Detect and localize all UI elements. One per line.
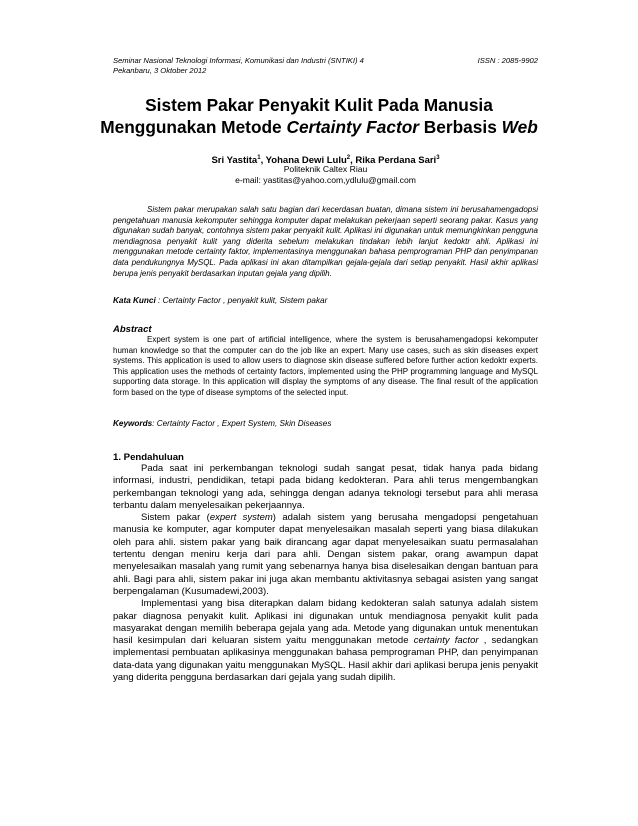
- affiliation: [113, 164, 538, 186]
- paragraph-3: Implementasi yang bisa diterapkan dalam bidang kedokteran salah satunya adalah sistem pakar diagnosa penyakit kulit. Aplikasi ini digunakan untuk mendiagnosa penyakit kulit pada masyarakat dengan memilih beberapa gejala yang ada. Metode yang digunakan untuk menentukan hasil kesimpulan dari keluaran sistem yaitu menggunakan metode certainty factor , sedangkan implementasi pembuatan aplikasinya menggunakan bahasa pemprograman PHP, dan penyimpanan data-data yang digunakan yaitu menggunakan MySQL. Hasil akhir dari aplikasi berupa jenis penyakit yang diderita pengguna berdasarkan dari gejala yang sudah dipilih.: [113, 598, 539, 684]
- issn: ISSN : 2085-9902: [477, 56, 538, 65]
- title-line-2: Menggunakan Metode Certainty Factor Berbasis Web: [100, 117, 538, 137]
- kata-kunci: Kata Kunci : Certainty Factor , penyakit kulit, Sistem pakar: [113, 296, 328, 305]
- paper-title: [90, 94, 548, 138]
- email: e-mail: yastitas@yahoo.com,ydlulu@gmail.com: [235, 175, 416, 185]
- abstrak-text: Sistem pakar merupakan salah satu bagian dari kecerdasan buatan, dimana sistem ini berusahamengadopsi pengetahuan manusia kekomputer sehingga komputer dapat melakukan pekerjaan seperti seorang pakar. Kasus yang digunakan sudah banyak, contohnya sistem pakar penyakit kulit. Aplikasi ini digunakan untuk memungkinkan pengguna mendiagnosa penyakit kulit yang diderita sebelum melakukan tindakan lebih lanjut kedoktr ahli. Aplikasi ini menggunakan metode certainty faktor, implementasinya menggunakan bahasa pemprograman PHP dan penyimpanan data pendukungnya MySQL. Pada aplikasi ini akan ditampilkan gejala-gejala dari setiap penyakit. Hasil akhir aplikasi berupa jenis penyakit berdasarkan inputan gejala yang dipilih.: [113, 205, 538, 278]
- conference-place-date: Pekanbaru, 3 Oktober 2012: [113, 65, 207, 75]
- section-heading: 1. Pendahuluan: [113, 452, 184, 463]
- running-header: [113, 56, 538, 75]
- section-body: [113, 463, 538, 684]
- abstract-heading: Abstract: [113, 324, 152, 335]
- title-line-1: Sistem Pakar Penyakit Kulit Pada Manusia: [145, 95, 493, 115]
- institution: Politeknik Caltex Riau: [283, 164, 368, 174]
- conference-name: Seminar Nasional Teknologi Informasi, Komunikasi dan Industri (SNTIKI) 4: [113, 56, 364, 65]
- paragraph-1: Pada saat ini perkembangan teknologi sudah sangat pesat, tidak hanya pada bidang informasi, industri, pendidikan, tetapi pada bidang kedokteran. Para ahli terus mengembangkan perkembangan teknologi yang ada, sehingga dengan adanya teknologi tersebut para ahli merasa terbantu dalam menyelesaikan pekerjaannya.: [113, 463, 538, 511]
- abstract-text: Expert system is one part of artificial intelligence, where the system is berusahamengadopsi kekomputer human knowledge so that the computer can do the job like an expert. Many use cases, such as skin diseases expert systems. This application is used to allow users to diagnose skin disease suffered before further action kedoktr experts. This application uses the methods of certainty factors, implemented using the PHP programming language and MySQL supporting data storage. In this application will display the symptoms of any disease. The final result of the application form based on the type of disease symptoms of the selected input.: [113, 335, 538, 397]
- paragraph-2: Sistem pakar (expert system) adalah sistem yang berusaha mengadopsi pengetahuan manusia ke komputer, agar komputer dapat menyelesaikan masalah seperti yang biasa dilakukan oleh para ahli. sistem pakar yang baik dirancang agar dapat menyelesaikan suatu permasalahan tertentu dengan meniru kerja dari para ahli. Dengan sistem pakar, orang awampun dapat menyelesaikan masalah yang rumit yang sebenarnya hanya bisa diselesaikan dengan bantuan para ahli. Bagi para ahli, sistem pakar ini juga akan membantu aktivitasnya sebagai asisten yang sangat berpengalaman (Kusumadewi,2003).: [113, 512, 538, 597]
- keywords: Keywords: Certainty Factor , Expert System, Skin Diseases: [113, 419, 332, 428]
- author-list: Sri Yastita$^1$, Yohana Dewi Lulu$^2$, Rika Perdana Sari$^3$: [211, 155, 440, 167]
